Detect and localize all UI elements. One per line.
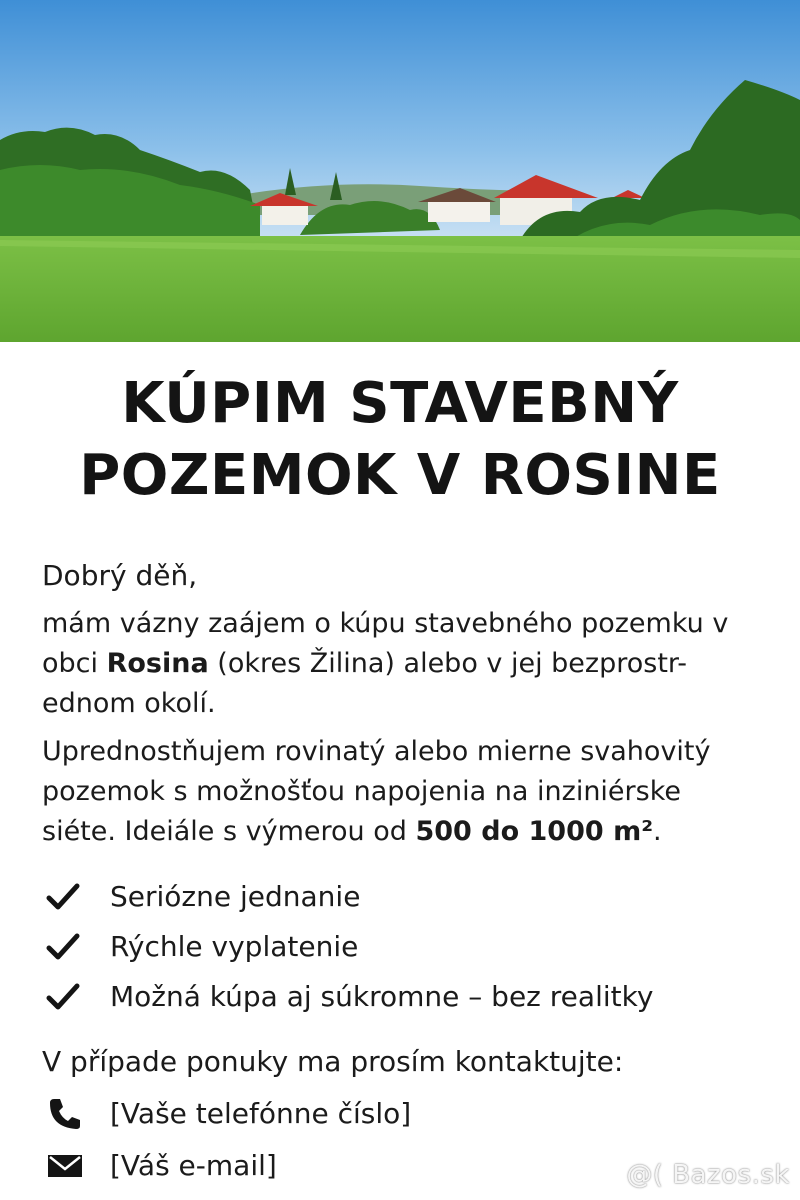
phone-row[interactable]	[42, 1088, 762, 1140]
ad-body	[42, 556, 762, 1192]
title-line-1: KÚPIM STAVEBNÝ	[121, 371, 679, 436]
checkmark-icon	[46, 982, 80, 1012]
envelope-icon	[46, 1149, 84, 1183]
benefit-label: Seriózne jednanie	[110, 880, 361, 913]
page-title	[0, 368, 800, 512]
requirements-paragraph	[42, 732, 762, 852]
list-item	[42, 922, 762, 972]
phone-number[interactable]: [Vaše telefónne číslo]	[110, 1097, 412, 1130]
checkmark-icon	[46, 932, 80, 962]
intro-text-2: (okres Žilina) alebo v jej bezprostr-ednom okolí.	[42, 648, 688, 719]
checkmark-icon	[46, 882, 80, 912]
title-line-2: POZEMOK V ROSINE	[79, 443, 721, 508]
benefits-list	[42, 872, 762, 1022]
list-item	[42, 972, 762, 1022]
landscape-image	[0, 0, 800, 342]
phone-icon	[46, 1097, 84, 1131]
benefit-label: Možná kúpa aj súkromne – bez realitky	[110, 980, 654, 1013]
requirements-text-1: Uprednostňujem rovinatý alebo mierne svahovitý pozemok s možnošťou napojenia na inziniérske siéte. Ideiále s výmerou od	[42, 736, 711, 847]
intro-paragraph	[42, 604, 762, 724]
requirements-text-2: .	[653, 816, 662, 847]
requirements-area: 500 do 1000 m²	[415, 816, 654, 847]
watermark: @( Bazos.sk	[626, 1160, 790, 1190]
intro-text-1: mám vázny zaájem o kúpu stavebného pozemku v obci	[42, 608, 729, 679]
contact-label: V případe ponuky ma prosím kontaktujte:	[42, 1045, 624, 1078]
list-item	[42, 872, 762, 922]
header-photo	[0, 0, 800, 342]
greeting: Dobrý děň,	[42, 559, 198, 592]
benefit-label: Rýchle vyplatenie	[110, 930, 359, 963]
intro-location: Rosina	[106, 648, 209, 679]
email-address[interactable]: [Váš e-mail]	[110, 1149, 277, 1182]
